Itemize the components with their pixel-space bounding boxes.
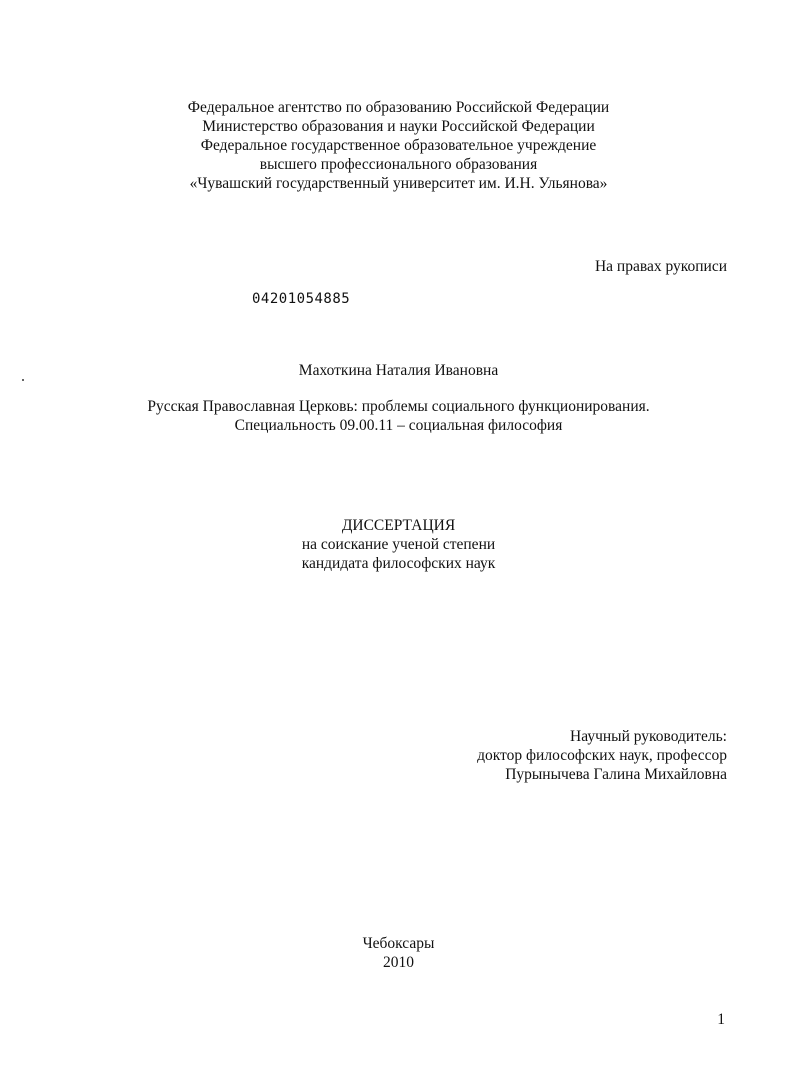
supervisor-label: Научный руководитель: bbox=[570, 728, 727, 745]
dissertation-title: Русская Православная Церковь: проблемы социального функционирования. bbox=[147, 398, 650, 415]
registration-code: 04201054885 bbox=[252, 291, 351, 307]
dissertation-topic bbox=[0, 397, 797, 435]
degree-line: на соискание ученой степени bbox=[301, 536, 496, 553]
work-type: ДИССЕРТАЦИЯ bbox=[341, 517, 456, 534]
year: 2010 bbox=[383, 954, 414, 971]
header-line: Федеральное государственное образовательное учреждение bbox=[200, 137, 597, 154]
degree-block bbox=[0, 516, 797, 573]
header-line: «Чувашский государственный университет им. И.Н. Ульянова» bbox=[189, 175, 608, 192]
supervisor-name: Пурынычева Галина Михайловна bbox=[505, 766, 727, 783]
supervisor-block bbox=[477, 727, 727, 784]
header-line: Министерство образования и науки Российской Федерации bbox=[202, 118, 595, 135]
city: Чебоксары bbox=[362, 935, 435, 952]
degree-line: кандидата философских наук bbox=[301, 555, 496, 572]
page-number: 1 bbox=[717, 1011, 725, 1028]
place-year bbox=[0, 934, 797, 972]
author-name: Махоткина Наталия Ивановна bbox=[298, 362, 499, 379]
header-line: высшего профессионального образования bbox=[259, 156, 538, 173]
header-line: Федеральное агентство по образованию Российской Федерации bbox=[187, 99, 610, 116]
manuscript-note: На правах рукописи bbox=[594, 258, 727, 275]
institution-header bbox=[0, 98, 797, 193]
specialty: Специальность 09.00.11 – социальная философия bbox=[234, 417, 563, 434]
supervisor-credentials: доктор философских наук, профессор bbox=[477, 747, 727, 764]
